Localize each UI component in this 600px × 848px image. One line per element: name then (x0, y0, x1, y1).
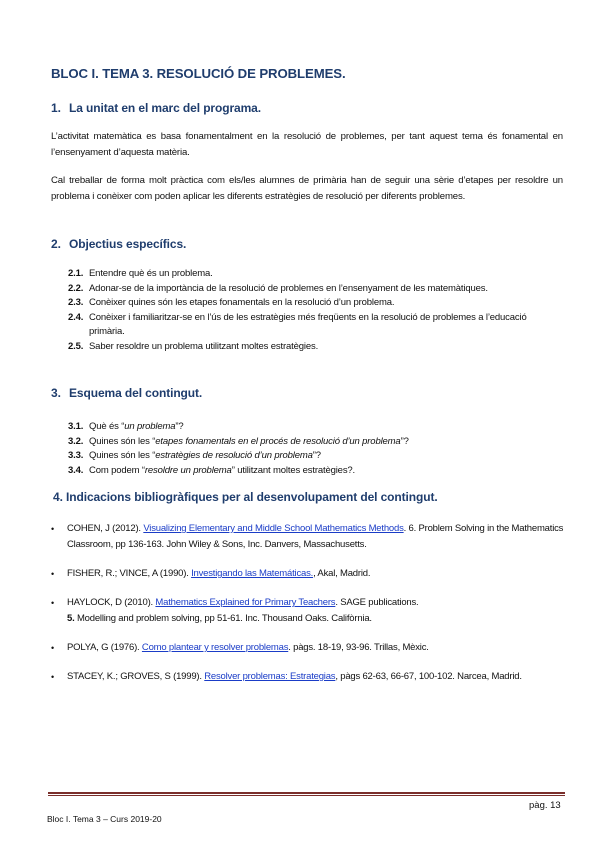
section-2-number: 2. (51, 237, 61, 251)
footer-divider-thin (48, 795, 565, 796)
document-title: BLOC I. TEMA 3. RESOLUCIÓ DE PROBLEMES. (51, 66, 346, 81)
bibliography-item: • FISHER, R.; VINCE, A (1990). Investigando las Matemáticas., Akal, Madrid. (51, 568, 371, 579)
list-item: 2.5. Saber resoldre un problema utilitzant moltes estratègies. (68, 340, 319, 352)
section-4-heading: 4. Indicacions bibliogràfiques per al desenvolupament del contingut. (53, 490, 438, 504)
section-3-title: Esquema del contingut. (69, 386, 203, 400)
footer-text: Bloc I. Tema 3 – Curs 2019-20 (47, 814, 162, 824)
bibliography-item: • HAYLOCK, D (2010). Mathematics Explained for Primary Teachers. SAGE publications. 5. Modelling and problem solving, pp 51-61. Inc. Thousand Oaks. Califòrnia. (51, 597, 419, 624)
section-2-title: Objectius específics. (69, 237, 187, 251)
list-item: 3.1. Què és “un problema”? (68, 421, 184, 432)
section-3-number: 3. (51, 386, 61, 400)
section-1-paragraph-2: Cal treballar de forma molt pràctica com els/les alumnes de primària han de seguir una sèrie d’etapes per resoldre un problema i conèixer com poden aplicar les diferents estratègies de resolució per diferents problemes. (51, 175, 563, 202)
bibliography-link[interactable]: Como plantear y resolver problemas (141, 642, 289, 653)
list-item: 2.4. Conèixer i familiaritzar-se en l’ús de les estratègies més freqüents en la resolució de problemes a l’educació primària. (68, 311, 527, 337)
objectives-list (68, 267, 538, 354)
list-item: 2.3. Conèixer quines són les etapes fonamentals en la resolució d’un problema. (68, 297, 395, 308)
bibliography-link[interactable]: Investigando las Matemáticas. (191, 568, 314, 579)
bibliography-link[interactable]: Resolver problemas: Estrategias (204, 671, 336, 682)
section-1-title: La unitat en el marc del programa. (69, 101, 261, 115)
footer-divider (48, 792, 565, 794)
section-1-paragraph-1: L’activitat matemàtica es basa fonamentalment en la resolució de problemes, per tant aquest tema és fonamental en l’ensenyament d’aquesta matèria. (51, 131, 563, 158)
list-item: 2.1. Entendre què és un problema. (68, 268, 213, 279)
list-item: 3.2. Quines són les “etapes fonamentals en el procés de resolució d’un problema”? (68, 435, 409, 447)
page-number: pàg. 13 (529, 800, 561, 811)
bibliography-link[interactable]: Mathematics Explained for Primary Teachers (155, 597, 336, 608)
bibliography-item: • STACEY, K.; GROVES, S (1999). Resolver problemas: Estrategias, pàgs 62-63, 66-67, 100-102. Narcea, Madrid. (51, 671, 522, 682)
list-item: 2.2. Adonar-se de la importància de la resolució de problemes en l’ensenyament de les matemàtiques. (68, 282, 488, 294)
bibliography-item: • POLYA, G (1976). Como plantear y resolver problemas. pàgs. 18-19, 93-96. Trillas, Mèxic. (51, 642, 429, 653)
section-2-heading (51, 237, 186, 251)
section-3-heading (51, 386, 202, 400)
section-1-number: 1. (51, 101, 61, 115)
content-outline-list (68, 420, 538, 478)
bibliography-list (51, 521, 571, 698)
list-item: 3.4. Com podem “resoldre un problema” utilitzant moltes estratègies?. (68, 464, 356, 476)
list-item: 3.3. Quines són les “estratègies de resolució d’un problema”? (68, 450, 321, 461)
section-1-heading (51, 101, 261, 115)
bibliography-item: • COHEN, J (2012). Visualizing Elementary and Middle School Mathematics Methods. 6. Problem Solving in the Mathematics Classroom, pp 136-163. John Wiley & Sons, Inc. Danvers, Massachusetts. (51, 523, 564, 550)
bibliography-link[interactable]: Visualizing Elementary and Middle School Mathematics Methods (143, 523, 404, 534)
